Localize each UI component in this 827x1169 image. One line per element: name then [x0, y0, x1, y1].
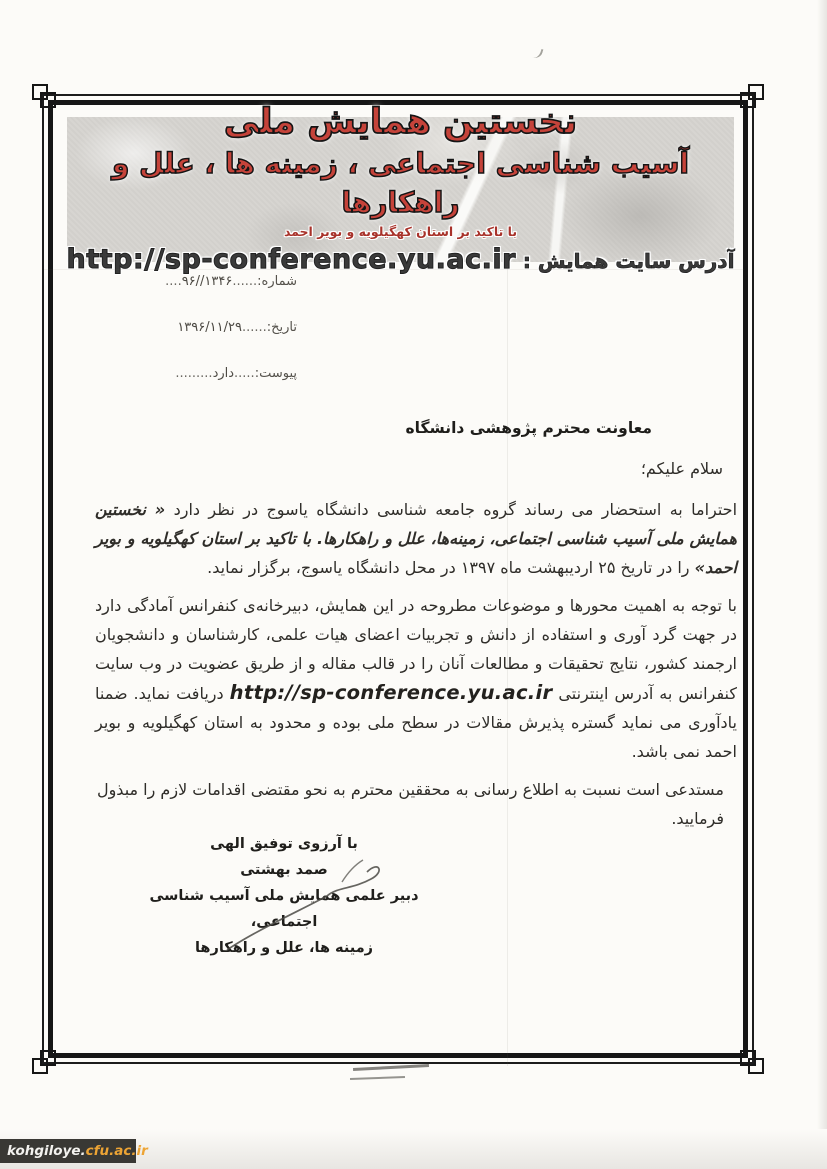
frame-corner-ornament	[40, 92, 56, 108]
scan-fold-line	[507, 266, 508, 1066]
meta-number-row	[112, 274, 297, 289]
dotted-leader: .....	[234, 366, 255, 381]
site-address-label: آدرس سایت همایش :	[515, 249, 735, 273]
scan-artifact-line	[350, 1076, 405, 1080]
salutation: سلام علیکم؛	[640, 459, 723, 478]
conference-url-inline: http://sp-conference.yu.ac.ir	[229, 681, 553, 704]
meta-date-row	[112, 320, 297, 335]
number-label: شماره:	[257, 274, 297, 289]
paragraph-3: مستدعی است نسبت به اطلاع رسانی به محققین محترم به نحو مقتضی اقدامات لازم را مبذول فرمایید.	[96, 780, 724, 828]
banner-emphasis-line: با تاکید بر استان کهگیلویه و بویر احمد	[283, 224, 518, 239]
meta-attachment-row	[112, 366, 297, 381]
frame-corner-ornament	[40, 1050, 56, 1066]
signature-wish-line: با آرزوی توفیق الهی	[210, 836, 358, 852]
scan-edge-shading	[817, 0, 827, 1169]
signatory-title-line1: دبیر علمی همایش ملی آسیب شناسی اجتماعی،	[149, 888, 419, 930]
banner-title: نخستین همایش ملی	[223, 102, 578, 142]
conference-title-inline: « نخستین همایش ملی آسیب شناسی اجتماعی، زمینه‌ها، علل و راهکارها. با تاکید بر استان کهگیلویه و بویر احمد»	[95, 500, 737, 577]
site-url: http://sp-conference.yu.ac.ir	[66, 244, 516, 275]
attachment-value: دارد	[212, 366, 235, 381]
attachment-label: پیوست:	[254, 366, 297, 381]
banner-subtitle: آسیب شناسی اجتماعی ، زمینه ها ، علل و راهکارها	[112, 147, 689, 219]
paragraph-2	[95, 591, 737, 766]
date-value: ۱۳۹۶/۱۱/۲۹	[177, 320, 242, 335]
paragraph-1-text: احتراما به استحضار می رساند گروه جامعه شناسی دانشگاه یاسوج در نظر دارد	[165, 500, 738, 519]
paragraph-2-text: دریافت نماید. ضمنا یادآوری می نماید گستره پذیرش مقالات در سطح ملی بوده و محدود به استان کهگیلویه و بویر احمد نمی باشد.	[95, 684, 737, 761]
site-watermark	[0, 1139, 148, 1163]
signatory-title-line2: زمینه ها، علل و راهکارها	[194, 940, 374, 956]
scan-artifact-mark	[532, 47, 543, 60]
number-value: ۹۶//۱۳۴۶	[181, 274, 233, 289]
paragraph-1	[95, 495, 737, 582]
letter-body	[95, 419, 737, 842]
frame-corner-ornament	[740, 1050, 756, 1066]
scan-artifact-line	[353, 1064, 429, 1071]
dotted-leader: ....	[165, 274, 182, 289]
paragraph-1-text: را در تاریخ ۲۵ اردیبهشت ماه ۱۳۹۷ در محل دانشگاه یاسوج، برگزار نماید.	[207, 558, 695, 577]
paragraph-2-text: با توجه به اهمیت محورها و موضوعات مطروحه در این همایش، دبیرخانه‌ی کنفرانس آمادگی دارد در جهت گرد آوری و استفاده از دانش و تجربیات اعضای هیات علمی، کارشناسان و دانشجویان ارجمند کشور، نتایج تحقیقات و مطالعات آنان را در قالب مقاله و از طریق عضویت در وب سایت کنفرانس به آدرس اینترنتی	[95, 596, 737, 703]
dotted-leader: .........	[175, 366, 213, 381]
dotted-leader: ......	[232, 274, 258, 289]
letter-meta	[112, 274, 297, 412]
signatory-name: صمد بهشتی	[240, 862, 328, 878]
frame-corner-ornament	[740, 92, 756, 108]
scan-fold-line	[44, 269, 744, 270]
watermark-site-name: kohgiloye.	[7, 1143, 86, 1159]
dotted-leader: ......	[241, 320, 267, 335]
date-label: تاریخ:	[266, 320, 297, 335]
conference-banner	[66, 102, 735, 275]
watermark-domain: cfu.ac.ir	[85, 1143, 148, 1159]
recipient-heading: معاونت محترم پژوهشی دانشگاه	[405, 419, 652, 437]
signature-block	[123, 831, 445, 961]
